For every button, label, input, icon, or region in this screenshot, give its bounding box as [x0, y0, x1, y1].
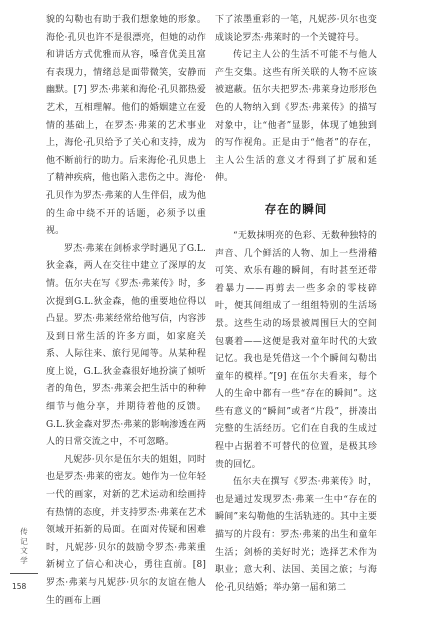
page-number: 158 — [12, 582, 27, 591]
body-paragraph: 传记主人公的生活不可能不与他人产生交集。这些有所关联的人物不应该被遮蔽。伍尔夫把罗杰·弗莱身边形形色色的人物纳入到《罗杰·弗莱传》的描写对象中，让“他者”显影，体现了她独到的写作视角。正是由于“他者”的存在，主人公生活的意义才得到了扩展和延伸。 — [215, 50, 377, 184]
running-section-label: 传记文学 — [20, 527, 28, 565]
body-paragraph: 罗杰·弗莱在剑桥求学时遇见了G.L.狄金森，两人在交往中建立了深厚的友情。伍尔夫在写《罗杰·弗莱传》时，多次提到G.L.狄金森，他的重要地位得以凸显。罗杰·弗莱经常给他写信，内容涉及到日常生活的许多方面，如家庭关系、人际往来、旅行见闻等。从某种程度上说，G.L.狄金森很好地扮演了倾听者的角色，罗杰·弗莱会把生活中的种种细节与他分享，并期待着他的反馈。G.L.狄金森对罗杰·弗莱的影响渗透在两人的日常交流之中，不可忽略。 — [46, 243, 206, 448]
side-rule-divider — [10, 573, 38, 574]
section-heading: 存在的瞬间 — [264, 201, 328, 216]
right-column — [215, 12, 377, 597]
body-paragraph: 下了浓墨重彩的一笔，凡妮莎·贝尔也变成谈论罗杰·弗莱时的一个关键符号。 — [215, 15, 377, 43]
body-paragraph: 凡妮莎·贝尔是伍尔夫的姐姐，同时也是罗杰·弗莱的密友。她作为一位年轻一代的画家，对新的艺术运动和绘画持有热情的态度，并支持罗杰·弗莱在艺术领域开拓新的局面。在面对传疑和困难时，凡妮莎·贝尔的鼓励令罗杰·弗莱重新树立了信心和决心，勇往直前。[8] 罗杰·弗莱与凡妮莎·贝尔的友谊在他人生的画布上画 — [46, 454, 206, 606]
left-column — [46, 12, 206, 610]
body-paragraph: “无数抹明亮的色彩、无数种独特的声音、几个鲜活的人物、加上一些滑稽可笑、欢乐有趣的瞬间，有时甚至还带着暴力——再剪去一些多余的零枝碎叶，便其间组成了一组组特别的生活场景。这些生动的场景被周围巨大的空间包裹着——这便是我对童年时代的大致记忆。我也是凭借这一个个瞬间勾勒出童年的模样。”[9] 在伍尔夫看来，每个人的生命中都有一些“存在的瞬间”。这些有意义的“瞬间”或者“片段”，拼凑出完整的生活经历。它们在自我的生成过程中占据着不可替代的位置，是极其珍贵的回忆。 — [215, 230, 377, 470]
body-paragraph: 伍尔夫在撰写《罗杰·弗莱传》时，也是通过发现罗杰·弗莱一生中“存在的瞬间”来勾勒他的生活轨迹的。其中主要描写的片段有：罗杰·弗莱的出生和童年生活；剑桥的美好时光；选择艺术作为职业；意大利、法国、美国之旅；与海伦·孔贝结婚；举办第一届和第二 — [215, 477, 377, 593]
body-paragraph: 貌的勾勒也有助于我们想象她的形象。海伦·孔贝也许不是很漂亮，但她的动作和讲话方式优雅而从容，嗓音优美且富有表现力，情绪总是面带微笑，安静而幽默。[7] 罗杰·弗莱和海伦·孔贝都热爱艺术，互相理解。他们的婚姻建立在爱情的基础上，在罗杰·弗莱的艺术事业上，海伦·孔贝给予了关心和支持，成为他不断前行的助力。后来海伦·孔贝患上了精神疾病，他也陷入悲伤之中。海伦·孔贝作为罗杰·弗莱的人生伴侣，成为他的生命中绕不开的话题，必须予以重视。 — [46, 15, 206, 237]
